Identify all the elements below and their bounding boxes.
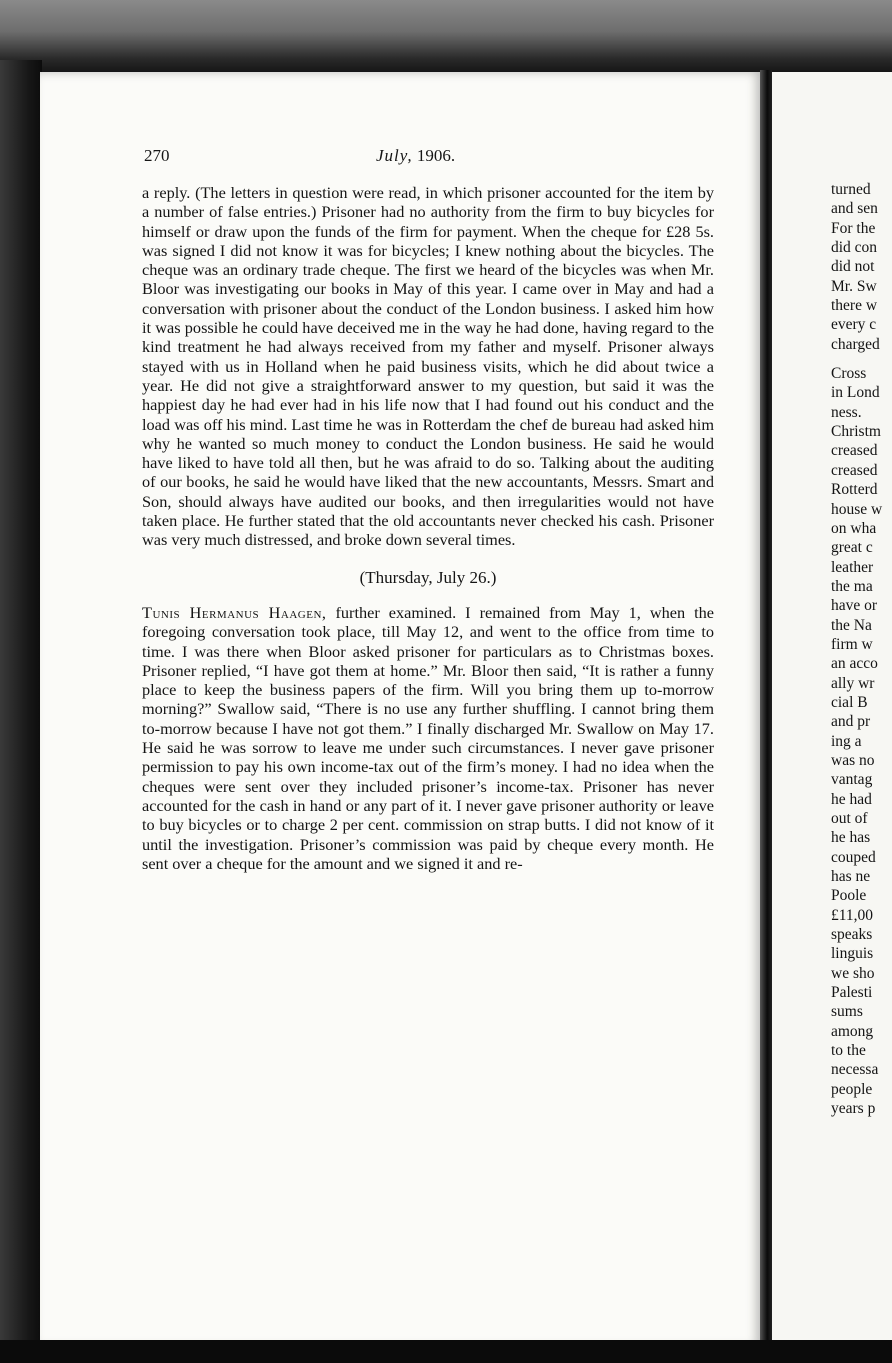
facing-line: we sho xyxy=(831,964,875,982)
facing-line: ing a xyxy=(831,732,862,750)
paragraph-testimony-2-text: further examined. I remained from May 1, when the foregoing conversation took place, till May 12, and went to the office from time to time. I was there when Bloor asked prisoner for particulars as to Christmas boxes. Prisoner replied, “I have got them at home.” Mr. Bloor then said, “It is rather a funny place to keep the business papers of the firm. Will you bring them up to-morrow morning?” Swallow said, “There is no use any further shuffling. I cannot bring them to-morrow because I have not got them.” I finally discharged Mr. Swallow on May 17. He said he was sorrow to leave me under such circumstances. I never gave prisoner permission to pay his own income-tax out of the firm’s money. I had no idea when the cheques were sent over they included prisoner’s income-tax. Prisoner has never accounted for the cash in hand or any part of it. I never gave prisoner authority or leave to buy bicycles or to charge 2 per cent. commission on strap butts. I did not know of it until the investigation. Prisoner’s commission was paid by cheque every month. He sent over a cheque for the amount and we signed it and re- xyxy=(142,602,714,873)
facing-line: he has xyxy=(831,829,871,847)
facing-page-text xyxy=(831,180,892,1119)
facing-line: firm w xyxy=(831,635,873,653)
facing-line: creased xyxy=(831,461,878,479)
paragraph-testimony-1: a reply. (The letters in question were read, in which prisoner accounted for the item by a number of false entries.) Prisoner had no authority from the firm to buy bicycles for himself or draw upon the funds of the firm for payment. When the cheque for £28 5s. was signed I did not know it was for bicycles; I knew nothing about the bicycles. The cheque was an ordinary trade cheque. The first we heard of the bicycles was when Mr. Bloor was investigating our books in May of this year. I came over in May and had a conversation with prisoner about the conduct of the London business. I asked him how it was possible he could have deceived me in the way he had done, having regard to the kind treatment he had always received from my father and myself. Prisoner always stayed with us in Holland when he paid business visits, which he did about twice a year. He did not give a straightforward answer to my question, but said it was the happiest day he had ever had in his life now that I had found out his conduct and the load was off his mind. Last time he was in Rotterdam the chef de bureau had asked him why he wanted so much money to conduct the London business. He said he would have liked to have told all then, but he was afraid to do so. Talking about the auditing of our books, he said he would have liked that the new accountants, Messrs. Smart and Son, should always have audited our books, and then irregularities would not have taken place. He further stated that the old accountants never checked his cash. Prisoner was very much distressed, and broke down several times. xyxy=(142,183,714,550)
paragraph-testimony-2 xyxy=(142,603,714,873)
facing-line: creased xyxy=(831,442,878,460)
facing-line: the ma xyxy=(831,577,873,595)
facing-line: years p xyxy=(831,1100,876,1118)
page-number: 270 xyxy=(144,146,170,165)
book-gutter xyxy=(760,70,772,1360)
facing-line: to the xyxy=(831,1042,866,1060)
facing-line: and pr xyxy=(831,713,871,731)
facing-line: For the xyxy=(831,219,876,237)
facing-line: an acco xyxy=(831,655,878,673)
facing-line: vantag xyxy=(831,771,873,789)
facing-line: linguis xyxy=(831,945,874,963)
facing-line: sums xyxy=(831,1003,863,1021)
facing-line: leather xyxy=(831,558,874,576)
facing-line: he had xyxy=(831,790,872,808)
facing-line: Christm xyxy=(831,423,881,441)
facing-line: has ne xyxy=(831,868,871,886)
facing-line: turned xyxy=(831,181,871,198)
facing-line: Cross xyxy=(831,365,867,383)
scan-bottom-edge xyxy=(0,1340,892,1363)
facing-line: Poole xyxy=(831,887,867,905)
scan-top-edge xyxy=(0,0,892,78)
facing-line: and sen xyxy=(831,200,878,218)
facing-line: in Lond xyxy=(831,384,880,402)
header-year: 1906. xyxy=(416,146,456,165)
facing-line: house w xyxy=(831,500,883,518)
facing-line: ness. xyxy=(831,403,862,421)
facing-line: there w xyxy=(831,297,878,315)
facing-line: Palesti xyxy=(831,984,873,1002)
facing-line: speaks xyxy=(831,926,873,944)
main-text-column xyxy=(142,183,714,873)
facing-line: on wha xyxy=(831,519,877,537)
facing-line: every c xyxy=(831,316,877,334)
running-title xyxy=(376,146,455,166)
facing-line: necessa xyxy=(831,1061,879,1079)
scan-left-edge xyxy=(0,60,42,1363)
facing-line: £11,00 xyxy=(831,906,874,924)
facing-line: among xyxy=(831,1022,874,1040)
facing-line: Rotterd xyxy=(831,481,878,499)
facing-line: have or xyxy=(831,597,878,615)
facing-line: did con xyxy=(831,239,878,257)
witness-name: Tunis Hermanus Haagen, xyxy=(142,602,327,622)
facing-line: out of xyxy=(831,810,868,827)
facing-line: cial B xyxy=(831,693,868,711)
facing-line: charged xyxy=(831,335,880,353)
facing-line: ally wr xyxy=(831,674,875,692)
facing-line: great c xyxy=(831,539,873,557)
facing-line: people xyxy=(831,1080,873,1098)
facing-spacer xyxy=(831,354,892,364)
facing-line: Mr. Sw xyxy=(831,277,877,295)
facing-line: couped xyxy=(831,848,876,866)
facing-line: the Na xyxy=(831,616,872,634)
facing-line: was no xyxy=(831,751,875,769)
header-month: July, xyxy=(376,146,413,165)
section-heading: (Thursday, July 26.) xyxy=(359,567,497,587)
facing-line: did not xyxy=(831,258,875,276)
